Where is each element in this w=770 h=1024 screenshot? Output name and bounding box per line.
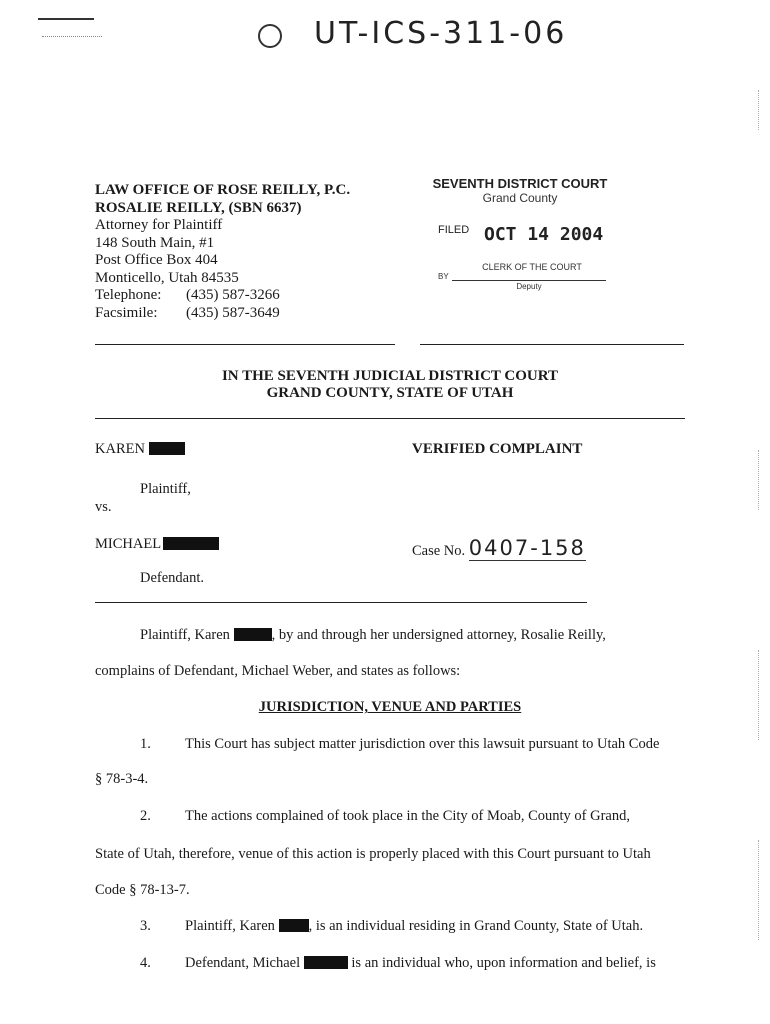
telephone-row [95,287,425,305]
court-heading-line1: IN THE SEVENTH JUDICIAL DISTRICT COURT [221,368,559,384]
defendant-role: Defendant. [140,570,205,586]
paragraph-2-number: 2. [140,808,151,824]
caption-top-rule [95,418,685,419]
intro-line1 [140,627,606,644]
header-rule-left [95,344,395,345]
city-state-zip: Monticello, Utah 84535 [95,269,239,286]
corner-dots [42,36,102,37]
paragraph-2-line1: The actions complained of took place in the City of Moab, County of Grand, [185,808,630,824]
filing-stamp [430,174,610,294]
paragraph-3-line1 [185,918,643,935]
plaintiff-role: Plaintiff, [140,481,191,497]
po-box: Post Office Box 404 [95,252,218,268]
intro-line1-end: , by and through her undersigned attorney, Rosalie Reilly, [271,627,606,643]
section-heading [95,699,685,716]
paragraph-1-line1: This Court has subject matter jurisdiction over this lawsuit pursuant to Utah Code [185,736,660,752]
telephone-label: Telephone: [95,287,162,303]
paragraph-4-number: 4. [140,955,151,971]
caption-bottom-rule [95,602,587,603]
defendant-name-row [95,536,219,553]
scan-margin-artifact [758,450,760,510]
redaction-block [234,628,272,641]
paragraph-1-line2: § 78-3-4. [95,771,149,787]
facsimile-row [95,305,425,323]
stamp-by-label: BY [438,272,449,281]
paragraph-4-end: is an individual who, upon information and belief, is [347,955,656,971]
stamp-deputy: Deputy [516,282,542,291]
paragraph-4-start: Defendant, Michael [185,955,301,971]
section-heading-text: JURISDICTION, VENUE AND PARTIES [258,699,522,715]
attorney-name: ROSALIE REILLY, (SBN 6637) [95,199,302,216]
paragraph-2-line2: State of Utah, therefore, venue of this action is properly placed with this Court pursuant to Utah [95,846,651,862]
attorney-role: Attorney for Plaintiff [95,217,223,233]
handwritten-file-number: UT-ICS-311-06 [314,16,568,51]
intro-line1-start: Plaintiff, Karen [140,627,230,643]
case-number-handwritten: 0407-158 [468,536,586,560]
scan-margin-artifact [758,840,760,940]
plaintiff-name: KAREN [95,441,145,457]
facsimile-number: (435) 587-3649 [186,304,280,321]
street-address: 148 South Main, #1 [95,234,215,251]
handwritten-circle-mark [258,24,282,48]
paragraph-1-number: 1. [140,736,151,752]
stamp-filed-date: OCT 14 2004 [484,224,604,245]
redaction-block [304,956,348,969]
attorney-block [95,182,425,322]
plaintiff-name-row [95,441,185,458]
corner-mark [38,18,94,20]
court-heading-line2: GRAND COUNTY, STATE OF UTAH [266,385,514,401]
redaction-block [279,919,309,932]
paragraph-3-start: Plaintiff, Karen [185,918,275,934]
stamp-by-line [452,280,606,281]
paragraph-2-line3: Code § 78-13-7. [95,882,190,898]
document-title: VERIFIED COMPLAINT [412,441,583,457]
paragraph-3-end: , is an individual residing in Grand County, State of Utah. [308,918,644,934]
stamp-county: Grand County [482,191,558,205]
paragraph-4-line1 [185,955,656,972]
redaction-block [163,537,219,550]
intro-line2: complains of Defendant, Michael Weber, and states as follows: [95,663,461,679]
stamp-court: SEVENTH DISTRICT COURT [432,176,608,191]
stamp-clerk: CLERK OF THE COURT [482,262,582,272]
stamp-filed-label: FILED [438,224,470,236]
scan-margin-artifact [758,90,760,130]
redaction-block [149,442,185,455]
header-rule-right [420,344,684,345]
paragraph-3-number: 3. [140,918,151,934]
versus-label: vs. [95,499,112,515]
case-label: Case No. [412,543,466,559]
scan-margin-artifact [758,650,760,740]
firm-name: LAW OFFICE OF ROSE REILLY, P.C. [95,182,351,198]
case-number-row [412,536,586,560]
telephone-number: (435) 587-3266 [186,287,280,303]
defendant-name: MICHAEL [95,536,162,552]
facsimile-label: Facsimile: [95,304,158,321]
